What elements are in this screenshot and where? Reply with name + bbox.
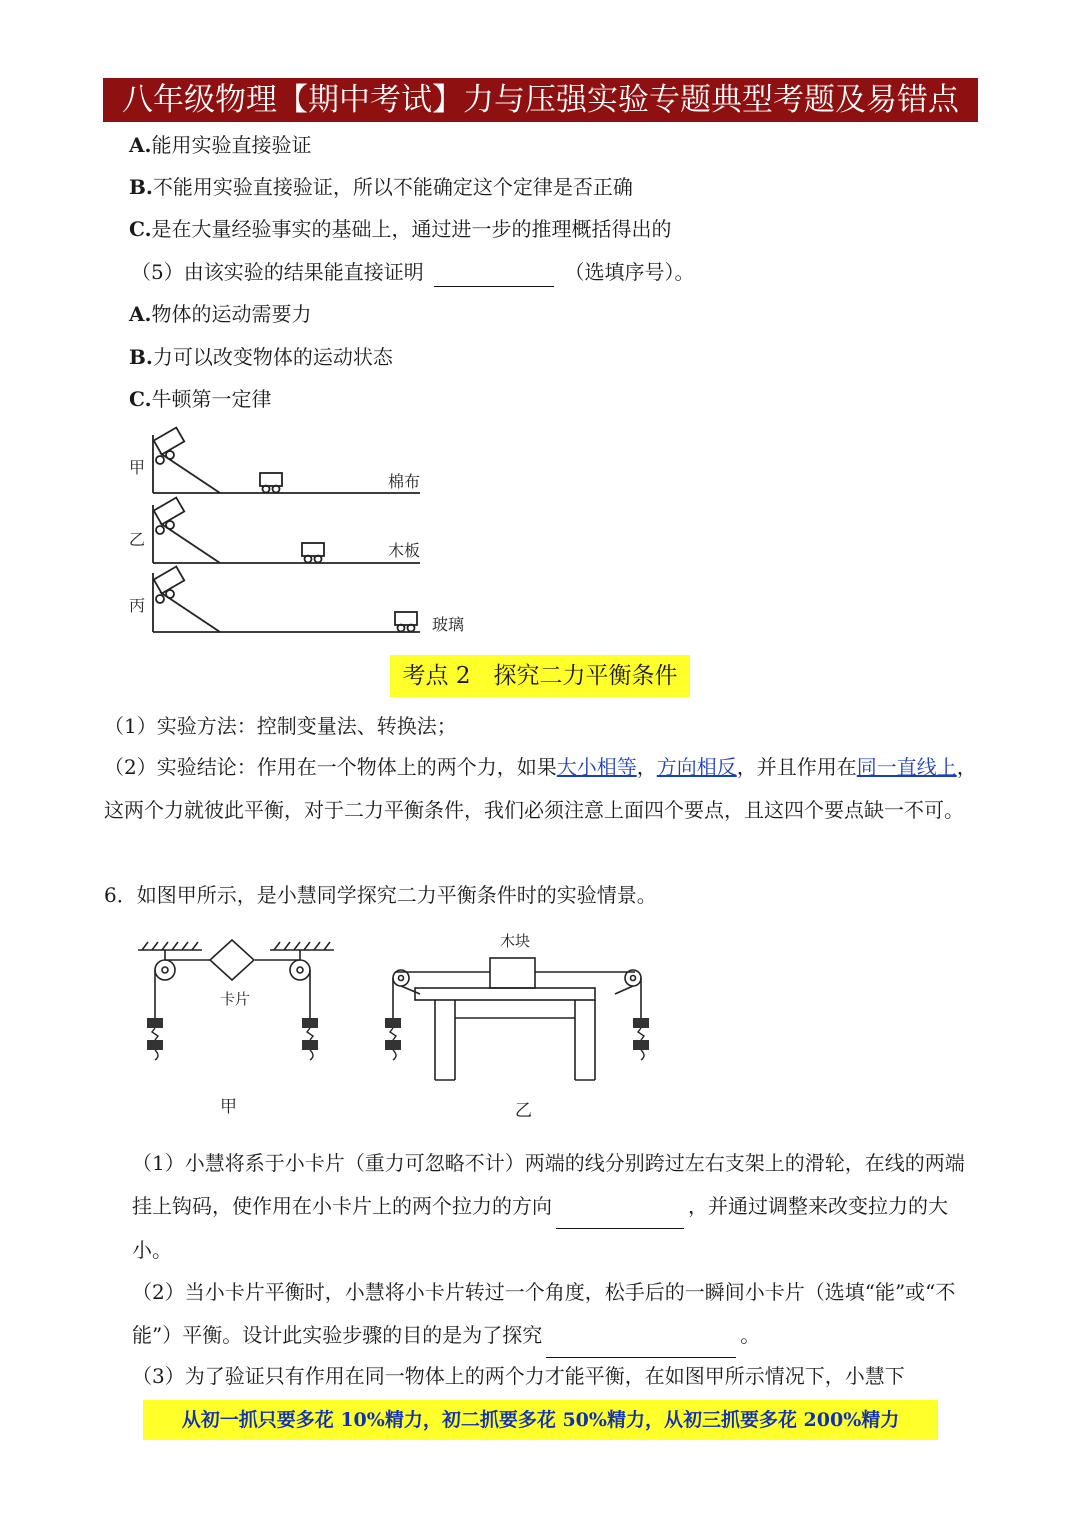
option-a: A.物体的运动需要力: [129, 302, 312, 326]
caption-a: 甲: [220, 1097, 237, 1117]
question-6: 6．如图甲所示，是小慧同学探究二力平衡条件时的实验情景。: [104, 883, 657, 907]
keyword-link[interactable]: 方向相反: [656, 755, 737, 779]
balance-figure: [130, 928, 690, 1123]
option-c: C.牛顿第一定律: [129, 387, 272, 411]
answer-blank[interactable]: [434, 258, 554, 287]
question-6-1: （1）小慧将系于小卡片（重力可忽略不计）两端的线分别跨过左右支架上的滑轮，在线的两端挂上钩码，使作用在小卡片上的两个拉力的方向 ，并通过调整来改变拉力的大小。: [132, 1151, 965, 1262]
section-heading: 考点 2 探究二力平衡条件: [390, 655, 690, 697]
method-text: （1）实验方法：控制变量法、转换法；: [104, 714, 457, 738]
row-label: 丙: [129, 596, 146, 615]
block-label: 木块: [500, 932, 531, 950]
card-label: 卡片: [220, 990, 251, 1008]
surface-label: 木板: [388, 541, 421, 560]
surface-label: 玻璃: [432, 615, 465, 634]
conclusion-paragraph: （2）实验结论：作用在一个物体上的两个力，如果大小相等，方向相反，并且作用在同一直线上，这两个力就彼此平衡，对于二力平衡条件，我们必须注意上面四个要点，且这四个要点缺一不可。: [104, 755, 977, 822]
row-label: 甲: [129, 458, 146, 477]
option-b: B.力可以改变物体的运动状态: [129, 345, 393, 369]
incline-figure: [120, 425, 480, 645]
option-a: A.能用实验直接验证: [129, 133, 312, 157]
question-6-3: （3）为了验证只有作用在同一物体上的两个力才能平衡，在如图甲所示情况下，小慧下: [132, 1364, 905, 1388]
option-c: C.是在大量经验事实的基础上，通过进一步的推理概括得出的: [129, 217, 672, 241]
page-title: 八年级物理【期中考试】力与压强实验专题典型考题及易错点: [103, 78, 978, 122]
promo-banner: 从初一抓只要多花 10%精力，初二抓要多花 50%精力，从初三抓要多花 200%精力: [143, 1400, 938, 1440]
answer-blank[interactable]: [546, 1314, 736, 1358]
keyword-link[interactable]: 同一直线上: [856, 755, 957, 779]
surface-label: 棉布: [388, 472, 421, 491]
row-label: 乙: [129, 530, 146, 549]
question-6-2: （2）当小卡片平衡时，小慧将小卡片转过一个角度，松手后的一瞬间小卡片（选填“能”或“不能”）平衡。设计此实验步骤的目的是为了探究 。: [132, 1271, 978, 1358]
caption-b: 乙: [515, 1101, 532, 1121]
keyword-link[interactable]: 大小相等: [556, 755, 637, 779]
answer-blank[interactable]: [556, 1185, 684, 1229]
question-5: （5）由该实验的结果能直接证明 （选填序号）。: [131, 258, 694, 287]
option-b: B.不能用实验直接验证，所以不能确定这个定律是否正确: [129, 175, 633, 199]
